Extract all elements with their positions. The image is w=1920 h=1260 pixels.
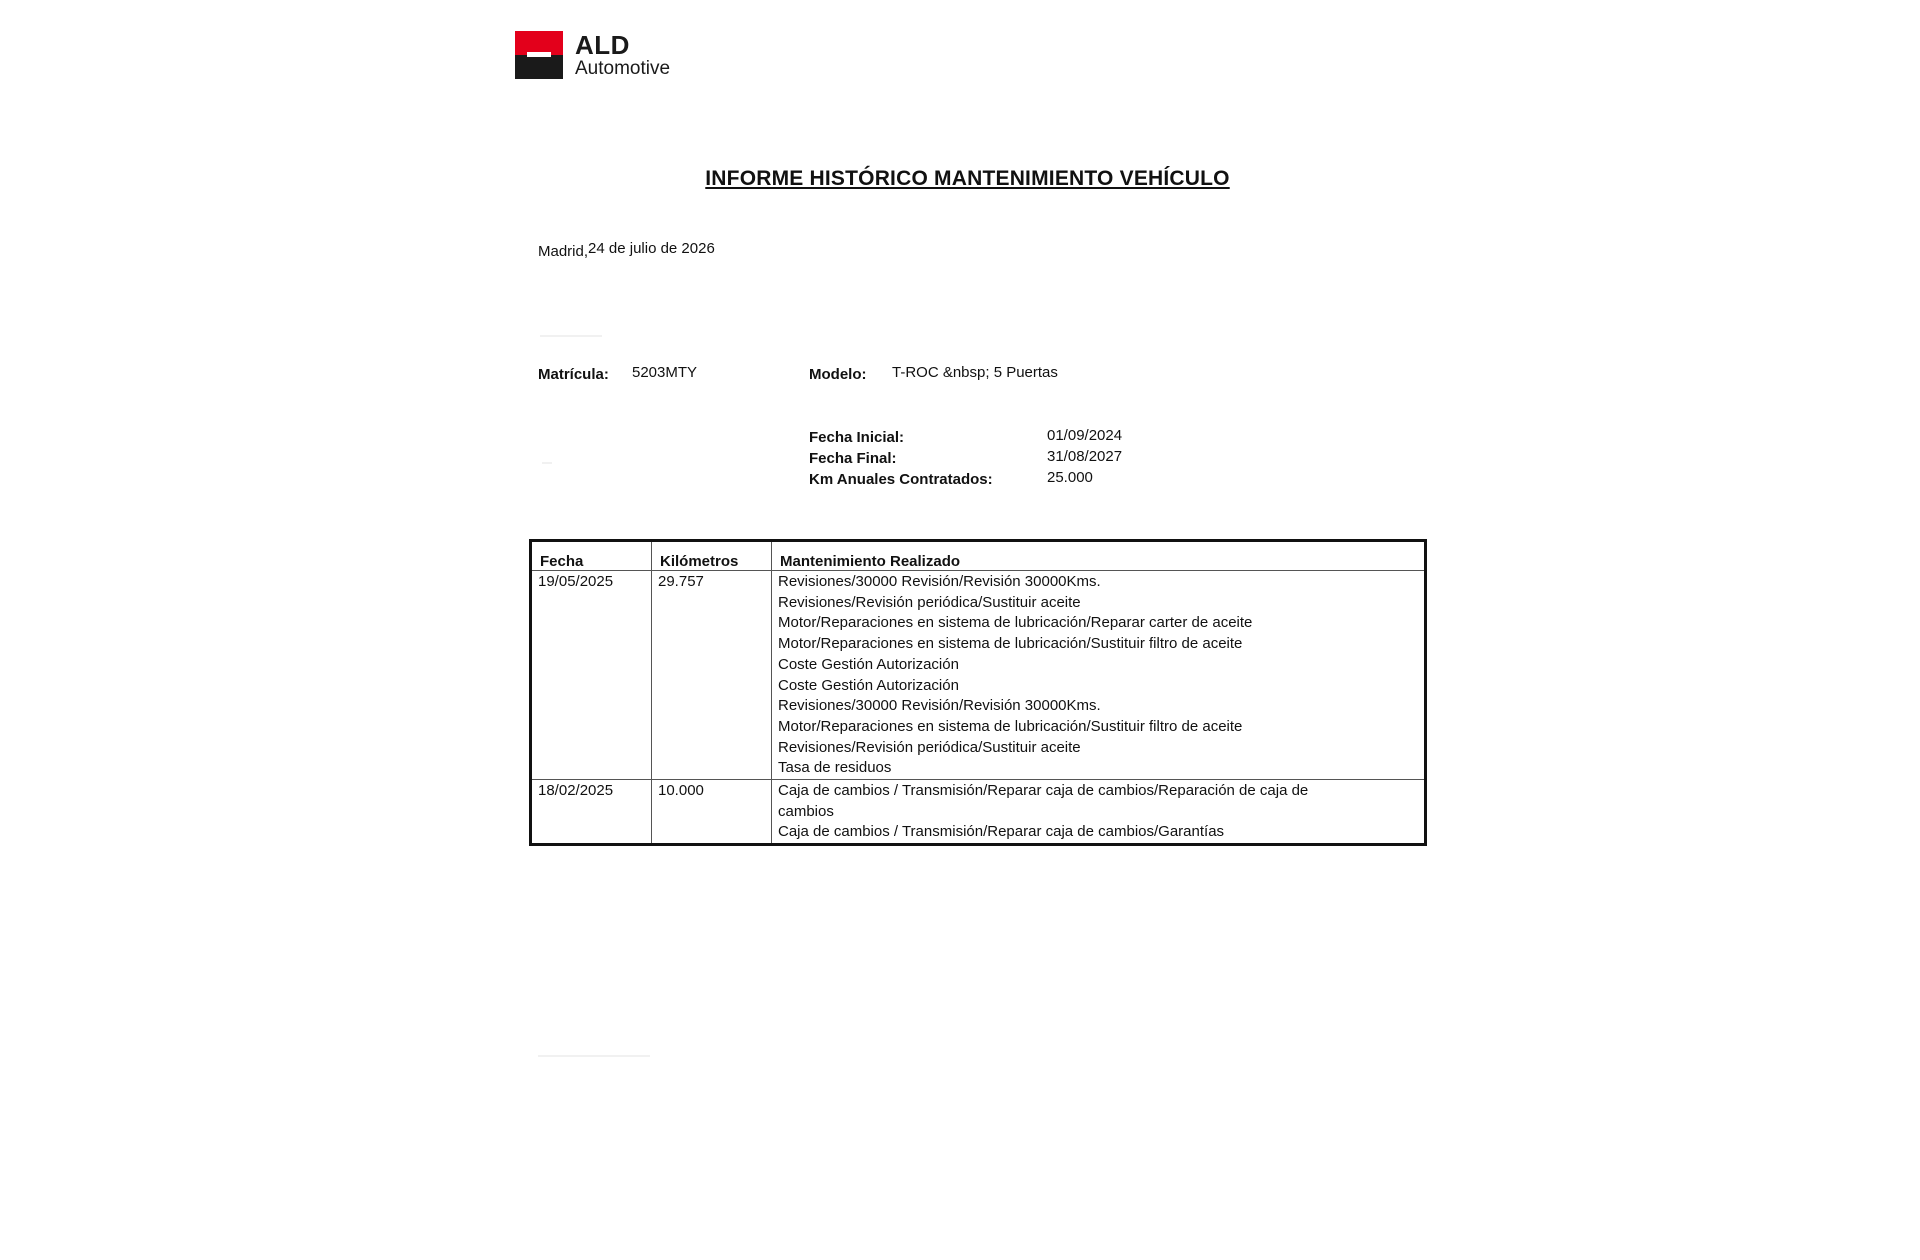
header-fecha: Fecha <box>531 541 652 571</box>
maintenance-item: Motor/Reparaciones en sistema de lubricación/Sustituir filtro de aceite <box>778 717 1243 735</box>
scan-artifact <box>540 335 602 337</box>
maintenance-item: Coste Gestión Autorización <box>778 655 959 673</box>
row-date: 19/05/2025 <box>531 571 652 780</box>
model-label: Modelo: <box>809 366 867 383</box>
table-row <box>531 571 1426 780</box>
document-title: INFORME HISTÓRICO MANTENIMIENTO VEHÍCULO <box>705 167 1230 190</box>
header-kilometros: Kilómetros <box>652 541 772 571</box>
row-km: 29.757 <box>652 571 772 780</box>
logo-subtitle: Automotive <box>575 58 671 79</box>
maintenance-item: Revisiones/30000 Revisión/Revisión 30000Kms. <box>778 697 1101 715</box>
maintenance-item: Caja de cambios / Transmisión/Reparar caja de cambios/Garantías <box>778 823 1225 841</box>
maintenance-item: Motor/Reparaciones en sistema de lubricación/Reparar carter de aceite <box>778 614 1253 632</box>
document-city: Madrid, <box>538 243 589 260</box>
scan-artifact <box>542 462 552 464</box>
maintenance-item: Coste Gestión Autorización <box>778 676 959 694</box>
annual-km-value: 25.000 <box>1047 469 1093 486</box>
maintenance-item: Revisiones/Revisión periódica/Sustituir aceite <box>778 738 1081 756</box>
maintenance-item: Caja de cambios / Transmisión/Reparar caja de cambios/Reparación de caja de cambios <box>778 782 1309 820</box>
end-date-label: Fecha Final: <box>809 450 897 467</box>
plate-label: Matrícula: <box>538 366 609 383</box>
maintenance-table <box>529 539 1427 846</box>
row-items <box>772 780 1426 845</box>
table-row <box>531 780 1426 845</box>
header-mantenimiento: Mantenimiento Realizado <box>772 541 1426 571</box>
logo-mark-icon <box>515 31 563 79</box>
maintenance-item: Revisiones/Revisión periódica/Sustituir aceite <box>778 593 1081 611</box>
start-date-label: Fecha Inicial: <box>809 429 905 446</box>
end-date-value: 31/08/2027 <box>1047 448 1123 465</box>
table-header-row <box>531 541 1426 571</box>
start-date-value: 01/09/2024 <box>1047 427 1123 444</box>
document-date-text: 24 de julio de 2026 <box>588 240 715 257</box>
row-km: 10.000 <box>652 780 772 845</box>
ald-automotive-logo <box>515 30 670 80</box>
maintenance-item: Revisiones/30000 Revisión/Revisión 30000Kms. <box>778 573 1101 590</box>
maintenance-item: Tasa de residuos <box>778 759 892 777</box>
row-date: 18/02/2025 <box>531 780 652 845</box>
document-date <box>538 240 715 260</box>
maintenance-item: Motor/Reparaciones en sistema de lubricación/Sustituir filtro de aceite <box>778 635 1243 653</box>
scan-artifact <box>538 1055 650 1057</box>
row-items <box>772 571 1426 780</box>
model-value: T-ROC &nbsp; 5 Puertas <box>892 364 1058 381</box>
plate-value: 5203MTY <box>632 364 698 381</box>
logo-brand: ALD <box>575 30 630 60</box>
logo-text <box>575 32 670 78</box>
annual-km-label: Km Anuales Contratados: <box>809 471 993 488</box>
